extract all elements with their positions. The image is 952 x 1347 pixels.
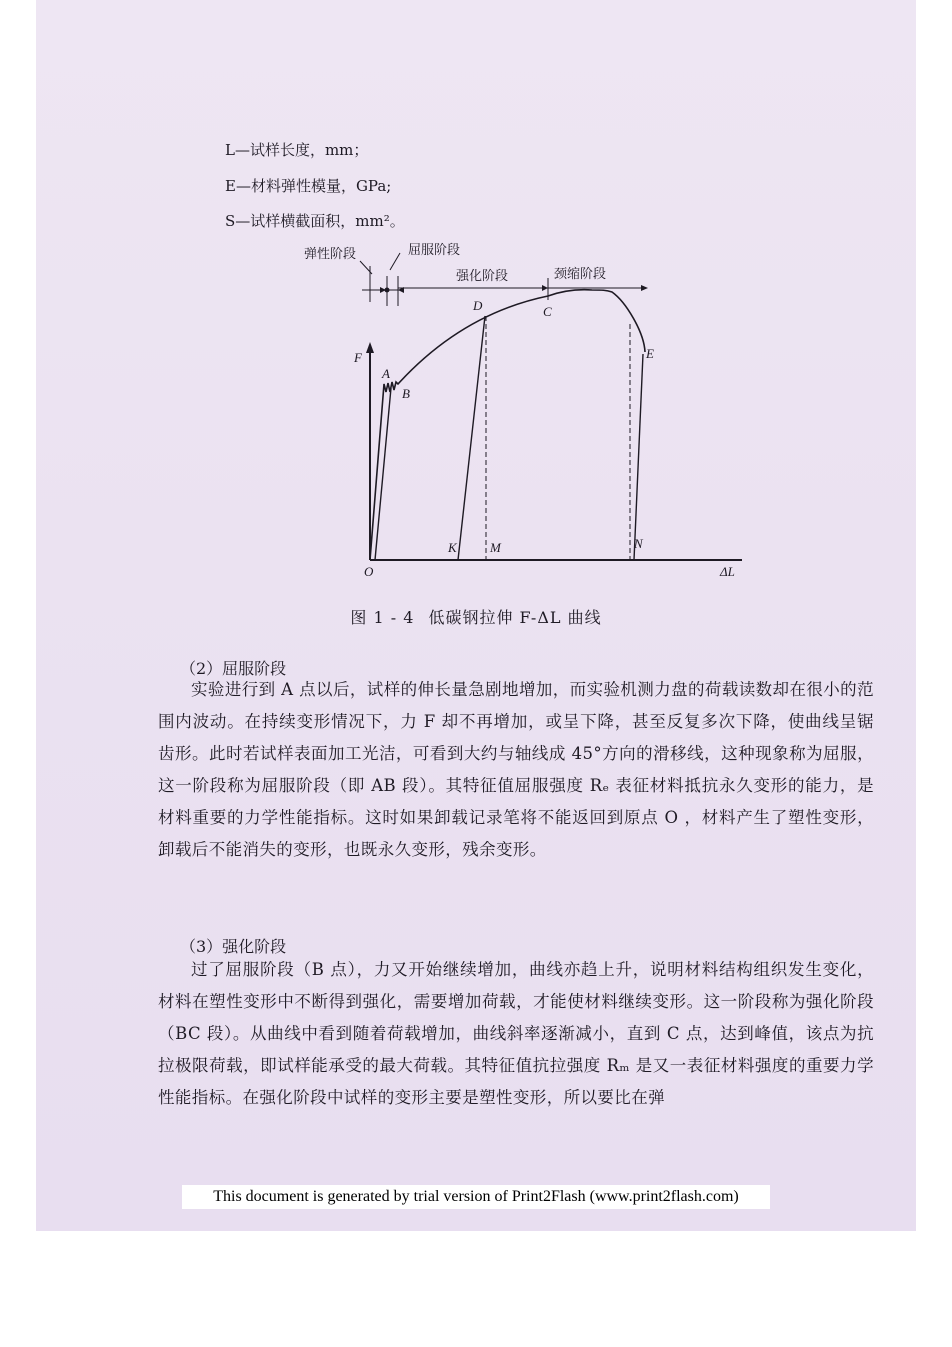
point-a: A [382, 366, 390, 381]
yield-point-marker [385, 288, 390, 293]
yield-pointer [390, 253, 400, 270]
notation-length: L—试样长度，mm； [225, 141, 369, 159]
tensile-curve [370, 290, 645, 560]
hardening-stage-heading: （3）强化阶段 [180, 937, 287, 956]
point-k: K [448, 540, 457, 555]
force-elongation-figure [290, 236, 780, 596]
y-axis-arrow [366, 342, 374, 353]
necking-arrowhead [641, 285, 648, 291]
necking-stage-label: 颈缩阶段 [554, 267, 607, 282]
notation-modulus: E—材料弹性模量，GPa; [225, 177, 392, 195]
axis-label-f: F [354, 350, 362, 365]
point-c: C [543, 304, 552, 319]
unloading-line-dk [458, 316, 485, 560]
hardening-stage-paragraph: 过了屈服阶段（B 点），力又开始继续增加，曲线亦趋上升，说明材料结构组织发生变化，材料在塑性变形中不断得到强化，需要增加荷载，才能使材料继续变形。这一阶段称为强化阶段（BC 段）。从曲线中看到随着荷载增加，曲线斜率逐渐减小，直到 C 点，达到峰值，该点为抗拉极限荷载，即试样能承受的最大荷载。其特征值抗拉强度 Rₘ 是又一表征材料强度的重要力学性能指标。在强化阶段中试样的变形主要是塑性变形，所以要比在弹 [158, 960, 874, 1107]
point-b: B [402, 386, 410, 401]
yield-stage-paragraph: 实验进行到 A 点以后，试样的伸长量急剧地增加，而实验机测力盘的荷载读数却在很小的范围内波动。在持续变形情况下，力 F 却不再增加，或呈下降，甚至反复多次下降，使曲线呈锯齿形。此时若试样表面加工光洁，可看到大约与轴线成 45°方向的滑移线，这种现象称为屈服，这一阶段称为屈服阶段（即 AB 段）。其特征值屈服强度 Rₑ 表征材料抵抗永久变形的能力，是材料重要的力学性能指标。这时如果卸载记录笔将不能返回到原点 O ，材料产生了塑性变形，卸载后不能消失的变形，也既永久变形，残余变形。 [158, 680, 874, 859]
point-d: D [473, 298, 483, 313]
axis-label-delta-l: ΔL [720, 564, 735, 579]
force-elongation-diagram [290, 236, 780, 596]
notation-area: S—试样横截面积，mm²。 [225, 212, 405, 230]
point-e: E [646, 346, 654, 361]
figure-caption [0, 605, 952, 628]
trial-watermark: This document is generated by trial version of Print2Flash (www.print2flash.com) [182, 1185, 770, 1209]
point-o: O [364, 564, 374, 579]
figure-title: 低碳钢拉伸 F-ΔL 曲线 [428, 608, 602, 627]
point-n: N [634, 536, 643, 551]
point-m: M [490, 540, 501, 555]
yield-stage-label: 屈服阶段 [408, 243, 461, 258]
hardening-arrowhead [542, 285, 548, 291]
elastic-stage-label: 弹性阶段 [304, 247, 357, 262]
figure-number: 图 1 - 4 [350, 608, 415, 627]
unloading-line-en [634, 354, 643, 560]
hardening-stage-label: 强化阶段 [456, 269, 509, 284]
yield-stage-heading: （2）屈服阶段 [180, 659, 287, 678]
